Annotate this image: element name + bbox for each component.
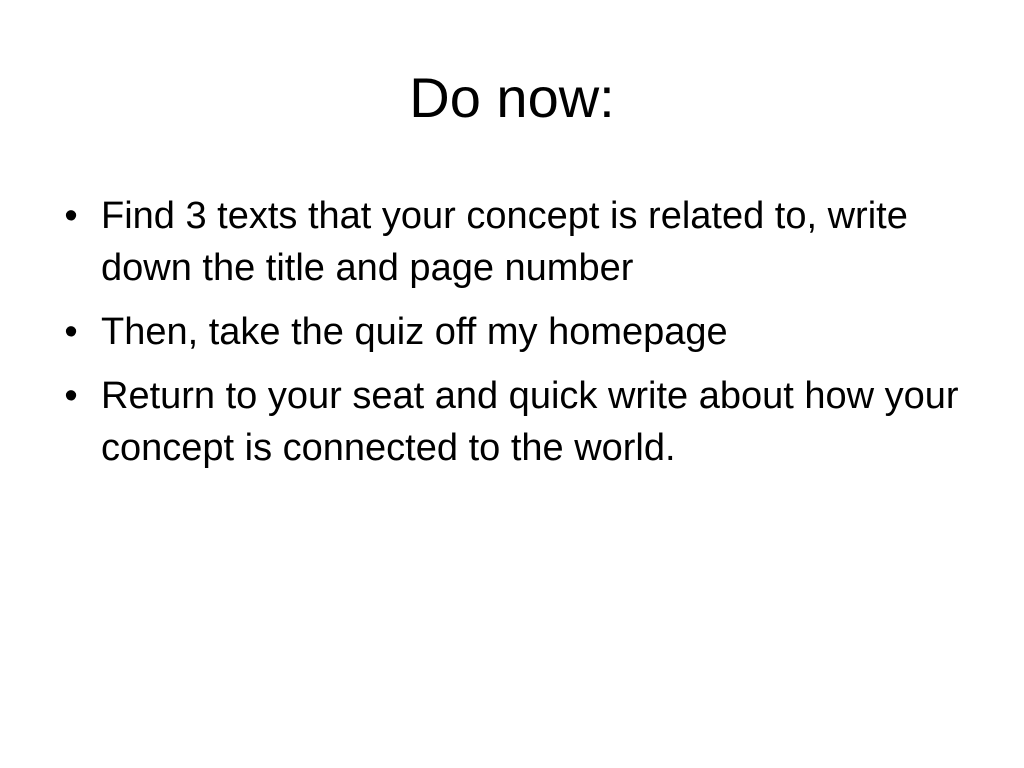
bullet-icon: • — [64, 375, 78, 417]
bullet-item — [56, 190, 976, 294]
slide-title: Do now: — [409, 66, 615, 129]
bullet-text: Find 3 texts that your concept is related to, write down the title and page number — [101, 195, 908, 289]
bullet-text: Return to your seat and quick write about how your concept is connected to the world. — [101, 375, 959, 469]
bullet-list — [56, 190, 976, 486]
bullet-item — [56, 370, 976, 474]
bullet-icon: • — [64, 195, 78, 237]
bullet-text: Then, take the quiz off my homepage — [101, 311, 728, 353]
bullet-item — [56, 306, 976, 358]
bullet-icon: • — [64, 311, 78, 353]
